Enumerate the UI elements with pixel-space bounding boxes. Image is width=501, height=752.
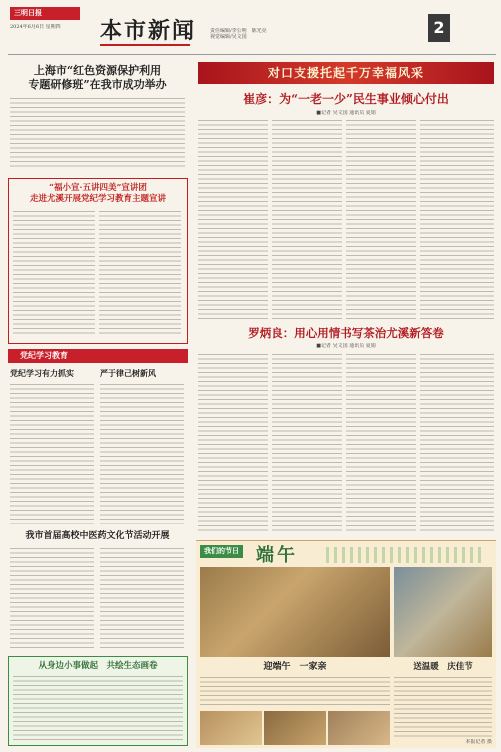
festival-credit: 本报记者 摄 (465, 739, 492, 745)
festival-body-left (200, 677, 390, 707)
story2-title: 罗炳良：用心用情书写茶治尤溪新答卷 (248, 326, 444, 340)
left-mid-headline-2: 严于律己树新风 (100, 368, 156, 378)
section-title-underline (100, 44, 190, 46)
page-number-badge: 2 (428, 14, 450, 42)
story1-col3 (346, 120, 416, 320)
logo: 三明日报 (10, 7, 80, 20)
masthead (0, 0, 501, 58)
story1-col1 (198, 120, 268, 320)
story2-byline: ■记者 吴文国 通讯员 夏娟 (316, 343, 376, 349)
left-top-title-2: 专题研修班”在我市成功举办 (28, 78, 167, 91)
festival-title: 端午 (256, 545, 298, 566)
story1-col4 (420, 120, 494, 320)
festival-photo-bottom-2 (264, 711, 326, 745)
story2-col2 (272, 354, 342, 534)
boxed-title-2: 走进尤溪开展党纪学习教育主题宣讲 (29, 194, 166, 204)
story1-col2 (272, 120, 342, 320)
festival-subtitle: 迎端午 一家亲 (263, 662, 327, 672)
boxed-body-col1 (13, 211, 95, 337)
festival-decor (326, 547, 486, 563)
festival-body-right (394, 677, 492, 737)
editors: 责任编辑/李公明 陈光亮 视觉编辑/吴文国 (210, 28, 267, 41)
left-top-title-1: 上海市“红色资源保护利用 (33, 64, 162, 77)
left-bottom-col1 (10, 548, 94, 648)
story2-col3 (346, 354, 416, 534)
left-top-article (10, 64, 185, 174)
story1-title: 崔彦：为“一老一少”民生事业倾心付出 (243, 92, 449, 106)
issue-date: 2024年6月6日 星期四 (10, 24, 61, 30)
story1-byline: ■记者 吴文国 通讯员 夏娟 (316, 110, 376, 116)
story2-col1 (198, 354, 268, 534)
festival-photo-bottom-1 (200, 711, 262, 745)
section-bar-party-discipline: 党纪学习教育 (8, 349, 188, 363)
boxed-body-col2 (99, 211, 181, 337)
festival-tag: 我们的节日 (200, 545, 243, 558)
banner: 对口支援托起千万幸福风采 (198, 62, 494, 84)
boxed-article (8, 178, 188, 344)
boxed-title-1: “福小宣·五讲四美”宣讲团 (49, 183, 147, 193)
festival-caption: 送温暖 庆佳节 (413, 662, 473, 672)
left-mid-headline-1: 党纪学习有力抓实 (10, 368, 74, 378)
left-mid-article (10, 368, 185, 528)
masthead-rule (8, 54, 496, 55)
left-bottom-article (10, 530, 185, 650)
section-title: 本市新闻 (100, 18, 197, 44)
left-mid-body-col2 (100, 384, 184, 524)
festival-photo-main (200, 567, 390, 657)
green-box-body (13, 676, 183, 742)
story2-col4 (420, 354, 494, 534)
green-box (8, 656, 188, 746)
left-bottom-col2 (100, 548, 184, 648)
left-mid-body-col1 (10, 384, 94, 524)
festival-photo-side (394, 567, 492, 657)
festival-section (196, 540, 496, 748)
festival-photo-bottom-3 (328, 711, 390, 745)
green-box-title: 从身边小事做起 共绘生态画卷 (38, 661, 158, 671)
left-bottom-title: 我市首届高校中医药文化节活动开展 (25, 531, 170, 541)
left-top-body (10, 98, 185, 168)
